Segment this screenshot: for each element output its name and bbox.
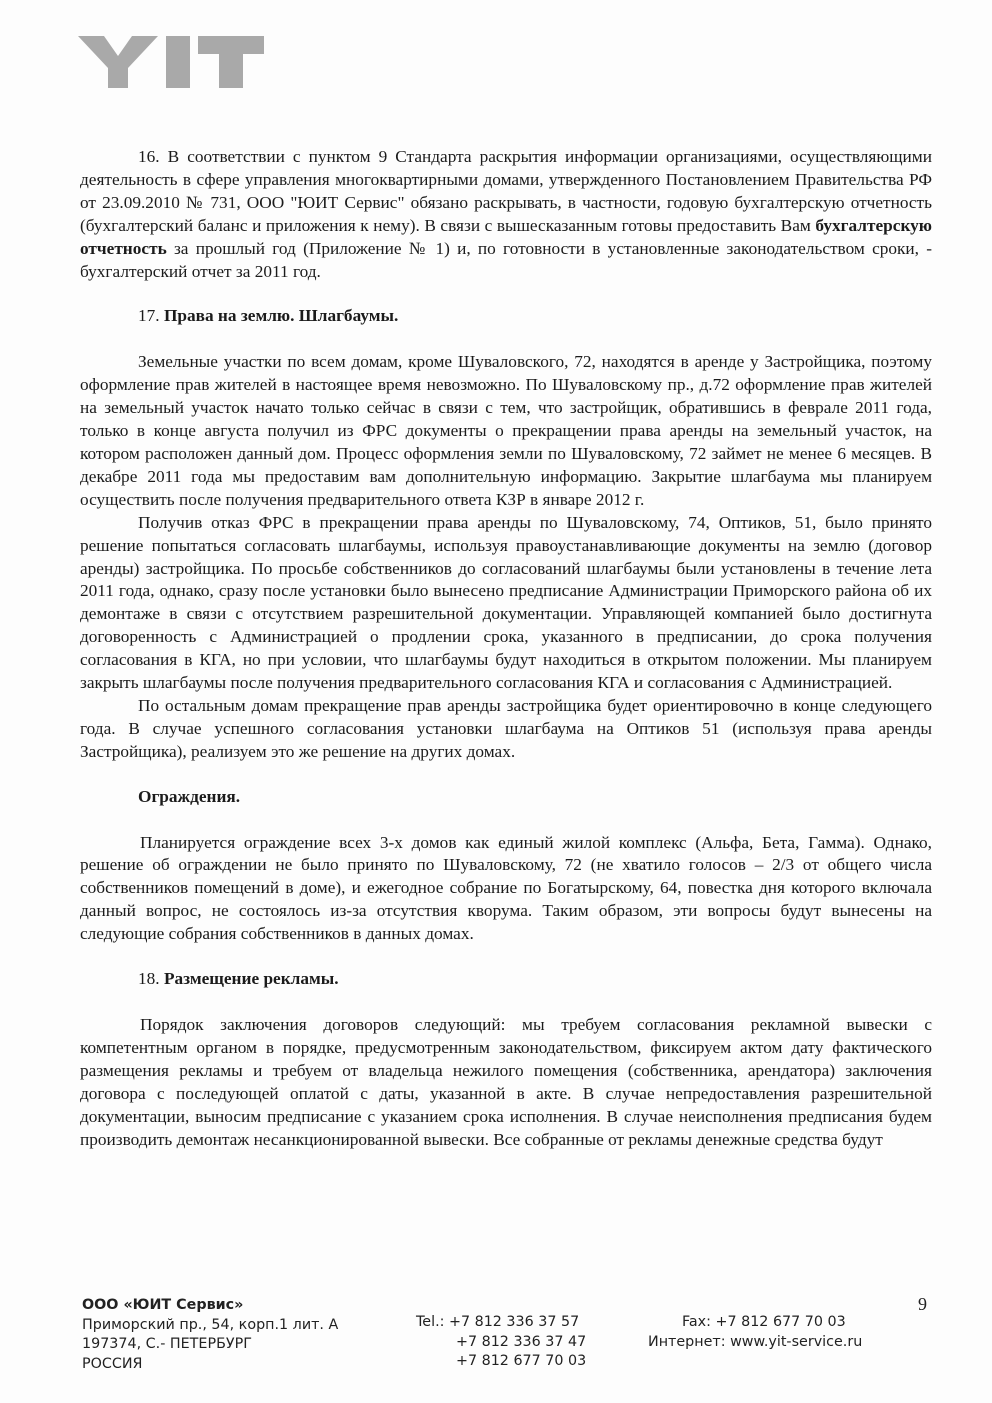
footer-address-line-1: Приморский пр., 54, корп.1 лит. А <box>82 1316 339 1333</box>
fence-title: Ограждения. <box>138 786 241 806</box>
paragraph-16-bold: бухгалтерскую отчетность <box>80 215 933 258</box>
footer-web-label: Интернет: <box>648 1333 726 1350</box>
paragraph-18: Порядок заключения договоров следующий: мы требуем согласования рекламной вывески с компетентным органом в порядке, предусмотренным законодательством, фиксируем актом дату фактического размещения рекламы и требуем от владельца нежилого помещения (собственника, арендатора) заключения договора с последующей оплатой с даты, указанной в акте. В случае непредоставления разрешительной документации, выносим предписание с указанием срока исполнения. В случае неисполнения предписания будем производить демонтаж несанкционированной вывески. Все собранные от рекламы денежные средства будут <box>80 1015 932 1149</box>
page-number: 9 <box>918 1294 927 1314</box>
section-18-number: 18. <box>138 969 160 989</box>
document-body <box>80 146 932 1151</box>
yit-logo <box>78 36 264 88</box>
footer-web: www.yit-service.ru <box>730 1333 863 1350</box>
section-17-heading <box>80 305 932 328</box>
footer-company: ООО «ЮИТ Сервис» <box>82 1297 244 1313</box>
footer-address-block <box>82 1296 338 1374</box>
footer-tel-1: +7 812 336 37 57 <box>448 1314 580 1330</box>
paragraph-17c: По остальным домам прекращение прав аренды застройщика будет ориентировочно в конце следующего года. В случае успешного согласования установки шлагбаума на Оптиков 51 (используя права аренды Застройщика), реализуем это же решение на других домах. <box>80 695 932 761</box>
section-17-number: 17. <box>138 306 160 326</box>
footer-phone-block <box>416 1313 586 1372</box>
paragraph-16-tail: за прошлый год (Приложение № 1) и, по готовности в установленные законодательством сроки, - бухгалтерский отчет за 2011 год. <box>80 238 932 281</box>
footer-tel-3: +7 812 677 70 03 <box>456 1353 587 1369</box>
paragraph-fence: Планируется ограждение всех 3-х домов как единый жилой комплекс (Альфа, Бета, Гамма). Однако, решение об ограждении не было принято по Шуваловскому, 72 (не хватило голосов – 2/3 от общего числа собственников помещений в доме), и ежегодное собрание по Богатырскому, 64, повестка дня которого включала данный вопрос, не состоялось из-за отсутствия кворума. Таким образом, эти вопросы будут вынесены на следующие собрания собственников в данных домах. <box>80 832 932 944</box>
footer-contact-block <box>648 1313 862 1352</box>
section-18-heading <box>80 968 932 991</box>
fence-heading <box>80 786 932 809</box>
section-17-title: Права на землю. Шлагбаумы. <box>163 306 399 326</box>
footer-tel-label: Tel.: <box>416 1314 445 1330</box>
paragraph-17b: Получив отказ ФРС в прекращении права аренды по Шуваловскому, 74, Оптиков, 51, было принято решение попытаться согласовать шлагбаумы, используя правоустанавливающие документы на землю (договор аренды) застройщика. По просьбе собственников до согласований шлагбаумы были установлены в течение лета 2011 года, однако, сразу после установки было вынесено предписание Администрации Приморского района об их демонтаже в связи с отсутствием разрешительной документации. Управляющей компанией было достигнута договоренность с Администрацией о продлении срока, указанного в предписании, до срока получения согласования в КГА, но при условии, что шлагбаумы будут находиться в открытом положении. Мы планируем закрыть шлагбаумы после получения предварительного согласования КГА и согласования с Администрацией. <box>80 512 932 693</box>
footer-tel-2: +7 812 336 37 47 <box>456 1333 587 1350</box>
footer-address-line-2: 197374, С.- ПЕТЕРБУРГ <box>82 1336 252 1352</box>
paragraph-17a: Земельные участки по всем домам, кроме Шуваловского, 72, находятся в аренде у Застройщика, поэтому оформление прав жителей в настоящее время невозможно. По Шуваловскому пр., д.72 оформление прав жителей на земельный участок начато только сейчас в связи с тем, что застройщик, обратившись в феврале 2011 года, только в конце августа получил из ФРС документы о прекращении права аренды на земельный участок, на котором расположен данный дом. Процесс оформления земли по Шуваловскому, 72 займет не менее 6 месяцев. В декабре 2011 года мы предоставим вам дополнительную информацию. Закрытие шлагбаума мы планируем осуществить после получения предварительного ответа КЗР в январе 2012 г. <box>80 352 932 509</box>
paragraph-16 <box>80 146 932 283</box>
footer-address-line-3: РОССИЯ <box>82 1355 143 1372</box>
paragraph-16-text: 16. В соответствии с пунктом 9 Стандарта раскрытия информации организациями, осуществляющими деятельность в сфере управления многоквартирными домами, утвержденного Постановлением Правительства РФ от 23.09.2010 № 731, ООО "ЮИТ Сервис" обязано раскрывать, в частности, годовую бухгалтерскую отчетность (бухгалтерский баланс и приложения к нему). В связи с вышесказанным готовы предоставить Вам <box>80 147 932 235</box>
footer-fax-label: Fax: <box>682 1314 711 1330</box>
footer-fax: +7 812 677 70 03 <box>715 1314 846 1330</box>
section-18-title: Размещение рекламы. <box>163 969 339 989</box>
